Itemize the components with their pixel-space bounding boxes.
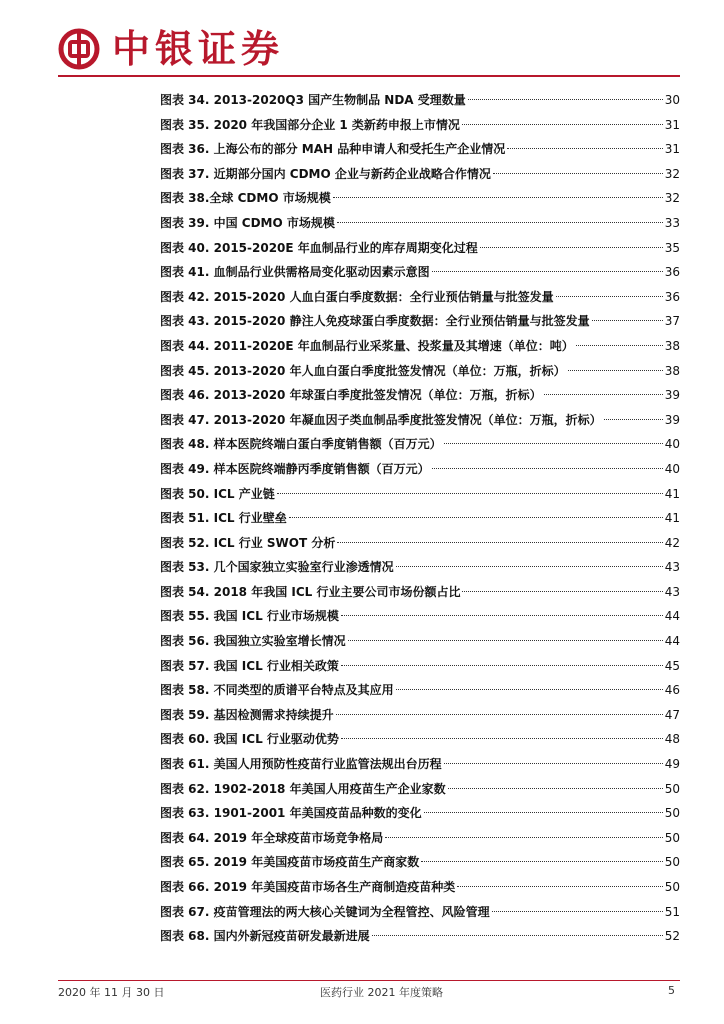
- toc-entry[interactable]: [160, 408, 680, 433]
- toc-entry[interactable]: [160, 900, 680, 925]
- toc-entry[interactable]: [160, 359, 680, 384]
- toc-entry[interactable]: [160, 604, 680, 629]
- toc-entry[interactable]: [160, 506, 680, 531]
- toc-leader-dots: [493, 173, 663, 174]
- toc-entry-page: 52: [664, 929, 680, 944]
- toc-entry[interactable]: [160, 88, 680, 113]
- toc-entry-label: 图表 34. 2013-2020Q3 国产生物制品 NDA 受理数量: [160, 93, 466, 107]
- toc-entry[interactable]: [160, 826, 680, 851]
- toc-entry-page: 41: [664, 486, 680, 501]
- toc-entry-page: 50: [664, 855, 680, 870]
- toc-entry-page: 39: [664, 412, 680, 427]
- toc-entry-page: 35: [664, 240, 680, 255]
- toc-entry-label: 图表 50. ICL 产业链: [160, 486, 275, 501]
- toc-leader-dots: [348, 640, 663, 641]
- toc-entry-page: 32: [664, 191, 680, 206]
- toc-entry[interactable]: [160, 334, 680, 359]
- toc-entry-page: 45: [664, 658, 680, 673]
- toc-entry-label: 图表 59. 基因检测需求持续提升: [160, 707, 334, 722]
- toc-entry-page: 33: [664, 215, 680, 230]
- toc-entry-page: 31: [664, 142, 680, 157]
- header-divider: [58, 75, 680, 77]
- toc-leader-dots: [432, 271, 663, 272]
- toc-entry-page: 50: [664, 806, 680, 821]
- toc-entry[interactable]: [160, 629, 680, 654]
- toc-entry-page: 43: [664, 584, 680, 599]
- toc-entry[interactable]: [160, 137, 680, 162]
- toc-leader-dots: [480, 247, 663, 248]
- toc-entry[interactable]: [160, 482, 680, 507]
- toc-entry-page: 42: [664, 535, 680, 550]
- toc-entry-label: 图表 68. 国内外新冠疫苗研发最新进展: [160, 929, 370, 944]
- toc-leader-dots: [337, 222, 663, 223]
- toc-entry-page: 49: [664, 757, 680, 772]
- toc-entry-label: 图表 53. 几个国家独立实验室行业渗透情况: [160, 560, 394, 575]
- toc-entry[interactable]: [160, 703, 680, 728]
- toc-leader-dots: [576, 345, 663, 346]
- toc-leader-dots: [444, 443, 663, 444]
- toc-entry-page: 46: [664, 683, 680, 698]
- toc-entry-label: 图表 44. 2011-2020E 年血制品行业采浆量、投浆量及其增速（单位：吨）: [160, 338, 574, 353]
- toc-entry-page: 47: [664, 707, 680, 722]
- toc-entry[interactable]: [160, 236, 680, 261]
- toc-entry-label: 图表 45. 2013-2020 年人血白蛋白季度批签发情况（单位：万瓶，折标）: [160, 363, 566, 378]
- toc-leader-dots: [568, 370, 663, 371]
- toc-entry-page: 40: [664, 437, 680, 452]
- toc-entry[interactable]: [160, 432, 680, 457]
- toc-entry[interactable]: [160, 383, 680, 408]
- toc-leader-dots: [604, 419, 663, 420]
- toc-leader-dots: [462, 591, 662, 592]
- toc-entry-label: 图表 62. 1902-2018 年美国人用疫苗生产企业家数: [160, 781, 446, 796]
- toc-entry[interactable]: [160, 777, 680, 802]
- toc-entry-label: 图表 56. 我国独立实验室增长情况: [160, 634, 346, 649]
- toc-leader-dots: [462, 124, 663, 125]
- toc-entry-label: 图表 65. 2019 年美国疫苗市场疫苗生产商家数: [160, 855, 420, 870]
- toc-entry[interactable]: [160, 113, 680, 138]
- toc-leader-dots: [333, 197, 663, 198]
- toc-leader-dots: [341, 738, 663, 739]
- toc-entry[interactable]: [160, 875, 680, 900]
- toc-entry-page: 31: [664, 117, 680, 132]
- footer-divider: [58, 980, 680, 981]
- toc-entry-label: 图表 35. 2020 年我国部分企业 1 类新药申报上市情况: [160, 117, 460, 132]
- toc-entry-page: 32: [664, 166, 680, 181]
- toc-entry[interactable]: [160, 531, 680, 556]
- toc-entry-page: 50: [664, 880, 680, 894]
- toc-entry[interactable]: [160, 555, 680, 580]
- toc-entry[interactable]: [160, 924, 680, 949]
- toc-entry-label: 图表 48. 样本医院终端白蛋白季度销售额（百万元）: [160, 437, 442, 452]
- toc-entry-page: 30: [664, 93, 680, 107]
- toc-entry-label: 图表 38.全球 CDMO 市场规模: [160, 191, 331, 206]
- toc-leader-dots: [448, 788, 663, 789]
- toc-entry-page: 38: [664, 363, 680, 378]
- toc-entry[interactable]: [160, 309, 680, 334]
- toc-entry[interactable]: [160, 260, 680, 285]
- toc-leader-dots: [372, 935, 663, 936]
- toc-leader-dots: [396, 566, 663, 567]
- toc-entry[interactable]: [160, 654, 680, 679]
- toc-entry[interactable]: [160, 801, 680, 826]
- toc-entry-label: 图表 43. 2015-2020 静注人免疫球蛋白季度数据：全行业预估销量与批签发量: [160, 314, 590, 329]
- toc-entry[interactable]: [160, 162, 680, 187]
- toc-leader-dots: [457, 886, 663, 887]
- toc-entry-page: 38: [664, 338, 680, 353]
- toc-entry-label: 图表 40. 2015-2020E 年血制品行业的库存周期变化过程: [160, 240, 478, 255]
- brand-name: 中银证券: [112, 26, 285, 71]
- toc-entry-label: 图表 57. 我国 ICL 行业相关政策: [160, 658, 339, 673]
- toc-entry[interactable]: [160, 457, 680, 482]
- toc-entry-label: 图表 47. 2013-2020 年凝血因子类血制品季度批签发情况（单位：万瓶，折标）: [160, 412, 602, 427]
- toc-entry-page: 44: [664, 634, 680, 649]
- toc-entry[interactable]: [160, 752, 680, 777]
- toc-entry-page: 36: [664, 265, 680, 280]
- toc-entry[interactable]: [160, 186, 680, 211]
- toc-leader-dots: [421, 861, 663, 862]
- toc-entry-label: 图表 61. 美国人用预防性疫苗行业监管法规出台历程: [160, 757, 442, 772]
- toc-entry-label: 图表 63. 1901-2001 年美国疫苗品种数的变化: [160, 806, 422, 821]
- toc-entry[interactable]: [160, 727, 680, 752]
- toc-entry-label: 图表 39. 中国 CDMO 市场规模: [160, 215, 335, 230]
- toc-entry-label: 图表 67. 疫苗管理法的两大核心关键词为全程管控、风险管理: [160, 904, 490, 919]
- toc-leader-dots: [492, 911, 663, 912]
- toc-leader-dots: [396, 689, 663, 690]
- toc-entry-page: 50: [664, 830, 680, 845]
- page-number: 5: [668, 984, 675, 997]
- toc-entry-label: 图表 36. 上海公布的部分 MAH 品种申请人和受托生产企业情况: [160, 142, 506, 157]
- toc-entry-page: 43: [664, 560, 680, 575]
- toc-entry-label: 图表 58. 不同类型的质谱平台特点及其应用: [160, 683, 394, 698]
- toc-entry[interactable]: [160, 285, 680, 310]
- toc-entry-page: 41: [664, 511, 680, 526]
- toc-entry-label: 图表 51. ICL 行业壁垒: [160, 511, 287, 526]
- toc-leader-dots: [468, 99, 663, 100]
- figure-list: [160, 88, 680, 949]
- toc-leader-dots: [385, 837, 663, 838]
- toc-entry-label: 图表 41. 血制品行业供需格局变化驱动因素示意图: [160, 265, 430, 280]
- toc-entry-label: 图表 52. ICL 行业 SWOT 分析: [160, 535, 336, 550]
- toc-leader-dots: [432, 468, 663, 469]
- toc-entry[interactable]: [160, 678, 680, 703]
- toc-entry-label: 图表 54. 2018 年我国 ICL 行业主要公司市场份额占比: [160, 584, 461, 599]
- page-header: [0, 0, 724, 80]
- toc-leader-dots: [289, 517, 663, 518]
- toc-entry-label: 图表 46. 2013-2020 年球蛋白季度批签发情况（单位：万瓶，折标）: [160, 388, 542, 403]
- toc-entry-label: 图表 64. 2019 年全球疫苗市场竞争格局: [160, 830, 384, 845]
- toc-entry-page: 40: [664, 461, 680, 476]
- toc-entry-label: 图表 66. 2019 年美国疫苗市场各生产商制造疫苗种类: [160, 880, 456, 894]
- toc-entry-page: 37: [664, 314, 680, 329]
- toc-leader-dots: [556, 296, 663, 297]
- toc-entry-page: 36: [664, 289, 680, 304]
- toc-entry-label: 图表 49. 样本医院终端静丙季度销售额（百万元）: [160, 461, 430, 476]
- toc-entry-label: 图表 60. 我国 ICL 行业驱动优势: [160, 732, 339, 747]
- toc-entry[interactable]: [160, 850, 680, 875]
- toc-leader-dots: [277, 493, 663, 494]
- toc-leader-dots: [336, 714, 663, 715]
- toc-leader-dots: [507, 148, 662, 149]
- toc-leader-dots: [592, 320, 663, 321]
- toc-leader-dots: [444, 763, 663, 764]
- toc-entry-page: 48: [664, 732, 680, 747]
- footer-date: 2020 年 11 月 30 日: [58, 986, 165, 999]
- toc-entry-page: 51: [664, 904, 680, 919]
- toc-entry-label: 图表 55. 我国 ICL 行业市场规模: [160, 609, 339, 624]
- toc-entry[interactable]: [160, 580, 680, 605]
- toc-leader-dots: [341, 615, 663, 616]
- toc-leader-dots: [341, 665, 663, 666]
- toc-leader-dots: [337, 542, 662, 543]
- toc-leader-dots: [424, 812, 663, 813]
- toc-leader-dots: [544, 394, 663, 395]
- toc-entry-label: 图表 42. 2015-2020 人血白蛋白季度数据：全行业预估销量与批签发量: [160, 289, 554, 304]
- bank-of-china-logo-icon: [58, 28, 100, 70]
- toc-entry-label: 图表 37. 近期部分国内 CDMO 企业与新药企业战略合作情况: [160, 166, 491, 181]
- toc-entry-page: 44: [664, 609, 680, 624]
- footer-title: 医药行业 2021 年度策略: [320, 986, 443, 999]
- toc-entry-page: 50: [664, 781, 680, 796]
- toc-entry[interactable]: [160, 211, 680, 236]
- toc-entry-page: 39: [664, 388, 680, 403]
